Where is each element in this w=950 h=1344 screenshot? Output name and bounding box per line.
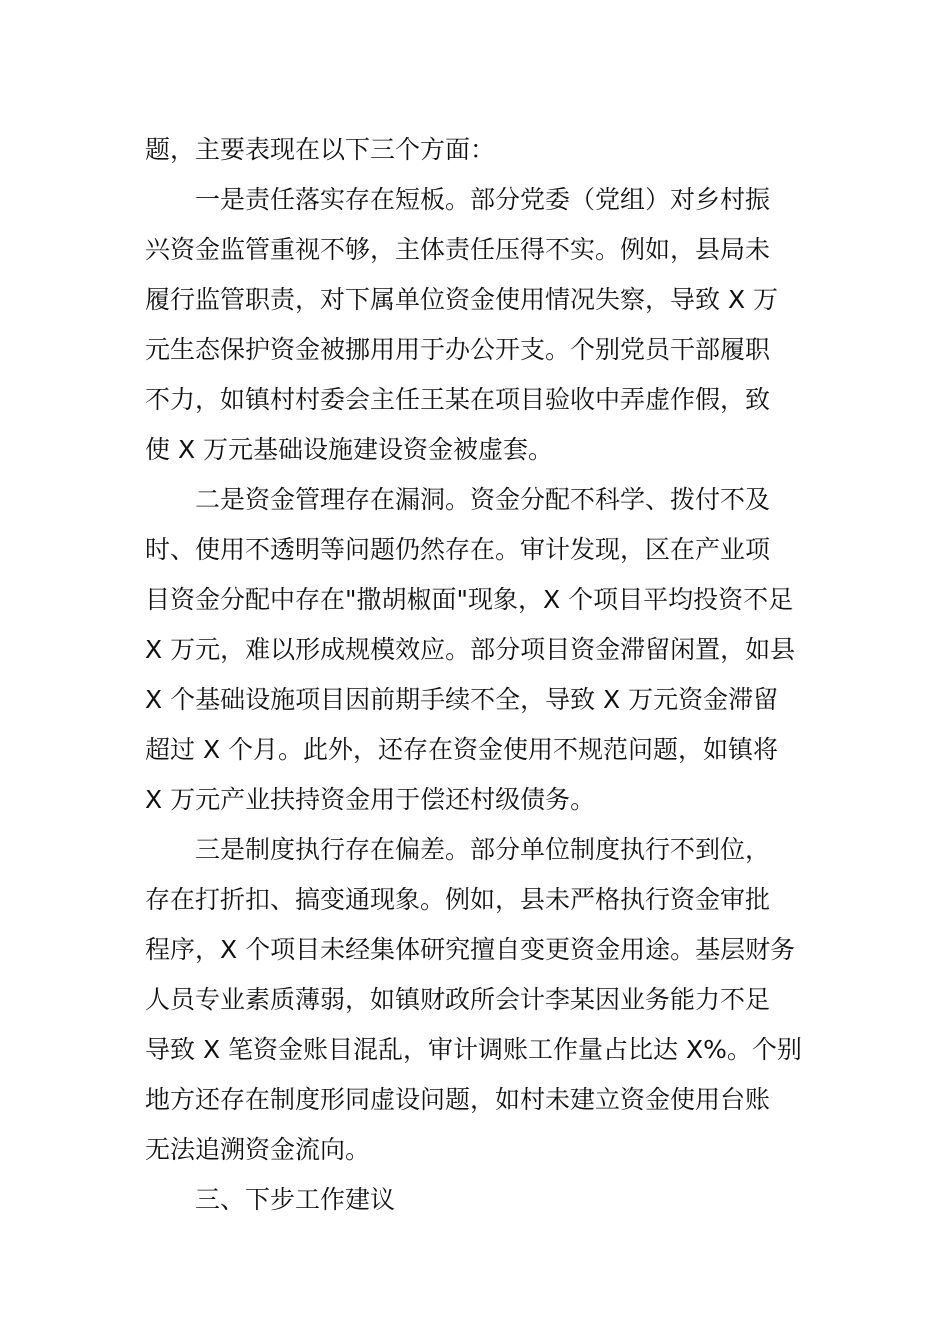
text-line: 无法追溯资金流向。	[145, 1135, 371, 1164]
text-line: 兴资金监管重视不够，主体责任压得不实。例如，县局未	[145, 235, 771, 264]
text-line: X 万元，难以形成规模效应。部分项目资金滞留闲置，如县	[145, 635, 796, 664]
text-line: 目资金分配中存在"撒胡椒面"现象，X 个项目平均投资不足	[145, 585, 794, 614]
text-line: 导致 X 笔资金账目混乱，审计调账工作量占比达 X%。个别	[145, 1035, 802, 1064]
text-line: 人员专业素质薄弱，如镇财政所会计李某因业务能力不足	[145, 985, 771, 1014]
text-line: X 个基础设施项目因前期手续不全，导致 X 万元资金滞留	[145, 685, 779, 714]
text-line: 程序，X 个项目未经集体研究擅自变更资金用途。基层财务	[145, 935, 796, 964]
text-line: 元生态保护资金被挪用用于办公开支。个别党员干部履职	[145, 335, 771, 364]
text-line: 超过 X 个月。此外，还存在资金使用不规范问题，如镇将	[145, 735, 779, 764]
paragraph-start-line: 一是责任落实存在短板。部分党委（党组）对乡村振	[195, 185, 771, 214]
text-line: 地方还存在制度形同虚设问题，如村未建立资金使用台账	[145, 1085, 771, 1114]
text-line: 存在打折扣、搞变通现象。例如，县未严格执行资金审批	[145, 885, 771, 914]
section-heading: 三、下步工作建议	[195, 1185, 396, 1214]
text-line: 题，主要表现在以下三个方面：	[145, 135, 496, 164]
text-line: 时、使用不透明等问题仍然存在。审计发现，区在产业项	[145, 535, 771, 564]
paragraph-start-line: 三是制度执行存在偏差。部分单位制度执行不到位，	[195, 835, 771, 864]
paragraph-start-line: 二是资金管理存在漏洞。资金分配不科学、拨付不及	[195, 485, 771, 514]
text-line: X 万元产业扶持资金用于偿还村级债务。	[145, 785, 596, 814]
text-line: 使 X 万元基础设施建设资金被虚套。	[145, 435, 554, 464]
text-line: 不力，如镇村村委会主任王某在项目验收中弄虚作假，致	[145, 385, 771, 414]
text-line: 履行监管职责，对下属单位资金使用情况失察，导致 X 万	[145, 285, 779, 314]
